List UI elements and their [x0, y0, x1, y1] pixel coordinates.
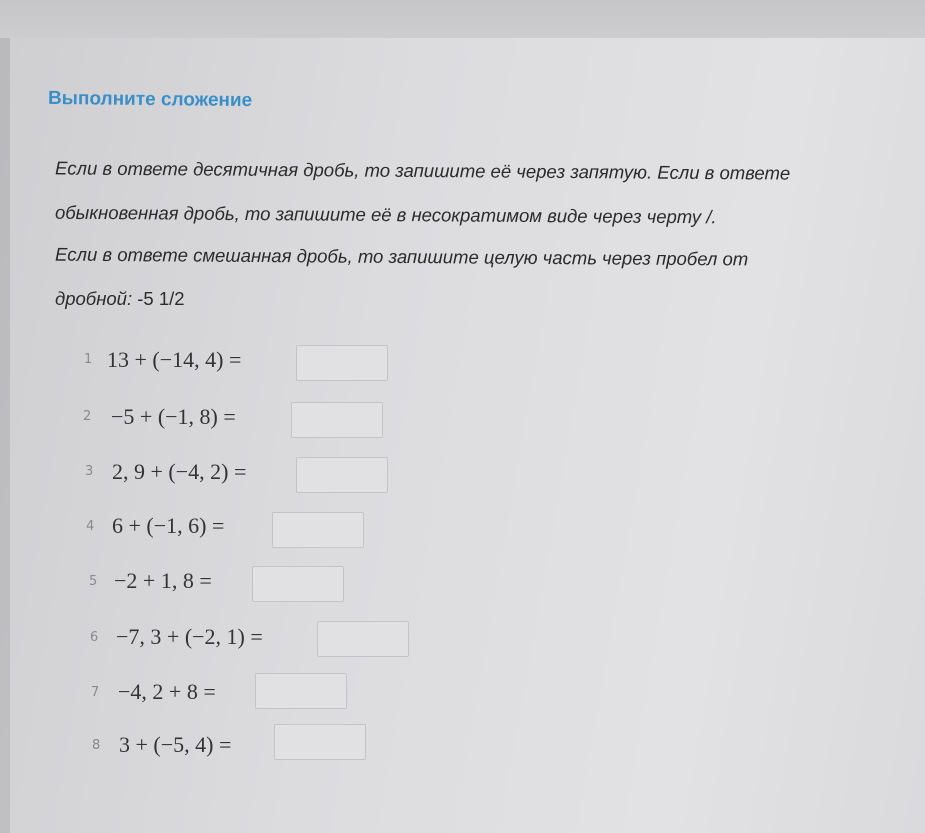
- instruction-example: -5 1/2: [137, 288, 185, 309]
- instruction-line-1: Если в ответе десятичная дробь, то запишите её через запятую. Если в ответе: [54, 157, 791, 184]
- problem-2-expression: −5 + (−1, 8) =: [111, 404, 236, 429]
- problem-1-answer-input[interactable]: [296, 345, 388, 381]
- instruction-line-3: Если в ответе смешанная дробь, то запишите целую часть через пробел от: [54, 243, 749, 270]
- problem-5-number: 5: [89, 574, 98, 589]
- problem-8-answer-input[interactable]: [274, 724, 366, 760]
- problem-1-number: 1: [84, 352, 93, 367]
- problem-8-expression: 3 + (−5, 4) =: [119, 732, 232, 757]
- problem-3-answer-input[interactable]: [296, 457, 388, 493]
- top-bar: [0, 0, 925, 38]
- problem-2-number: 2: [83, 409, 92, 424]
- task-title: Выполните сложение: [47, 87, 253, 112]
- instruction-line-2: обыкновенная дробь, то запишите её в несократимом виде через черту /.: [54, 201, 717, 228]
- instruction-line-4: [55, 288, 185, 310]
- instruction-line-4-text: дробной:: [55, 288, 133, 309]
- problem-6-answer-input[interactable]: [317, 621, 409, 657]
- problem-8-number: 8: [92, 738, 101, 753]
- problem-6-number: 6: [90, 630, 99, 645]
- problem-2-answer-input[interactable]: [291, 402, 383, 438]
- problem-5-answer-input[interactable]: [252, 566, 344, 602]
- problem-7-number: 7: [91, 685, 100, 700]
- problem-4-number: 4: [86, 519, 95, 534]
- problem-4-answer-input[interactable]: [272, 512, 364, 548]
- problem-6-expression: −7, 3 + (−2, 1) =: [116, 624, 263, 649]
- problem-7-expression: −4, 2 + 8 =: [118, 679, 216, 704]
- problem-1-expression: 13 + (−14, 4) =: [107, 347, 242, 372]
- problem-3-number: 3: [85, 464, 94, 479]
- problem-3-expression: 2, 9 + (−4, 2) =: [112, 459, 247, 484]
- problem-4-expression: 6 + (−1, 6) =: [112, 513, 225, 538]
- problem-7-answer-input[interactable]: [255, 673, 347, 709]
- problem-5-expression: −2 + 1, 8 =: [114, 568, 212, 593]
